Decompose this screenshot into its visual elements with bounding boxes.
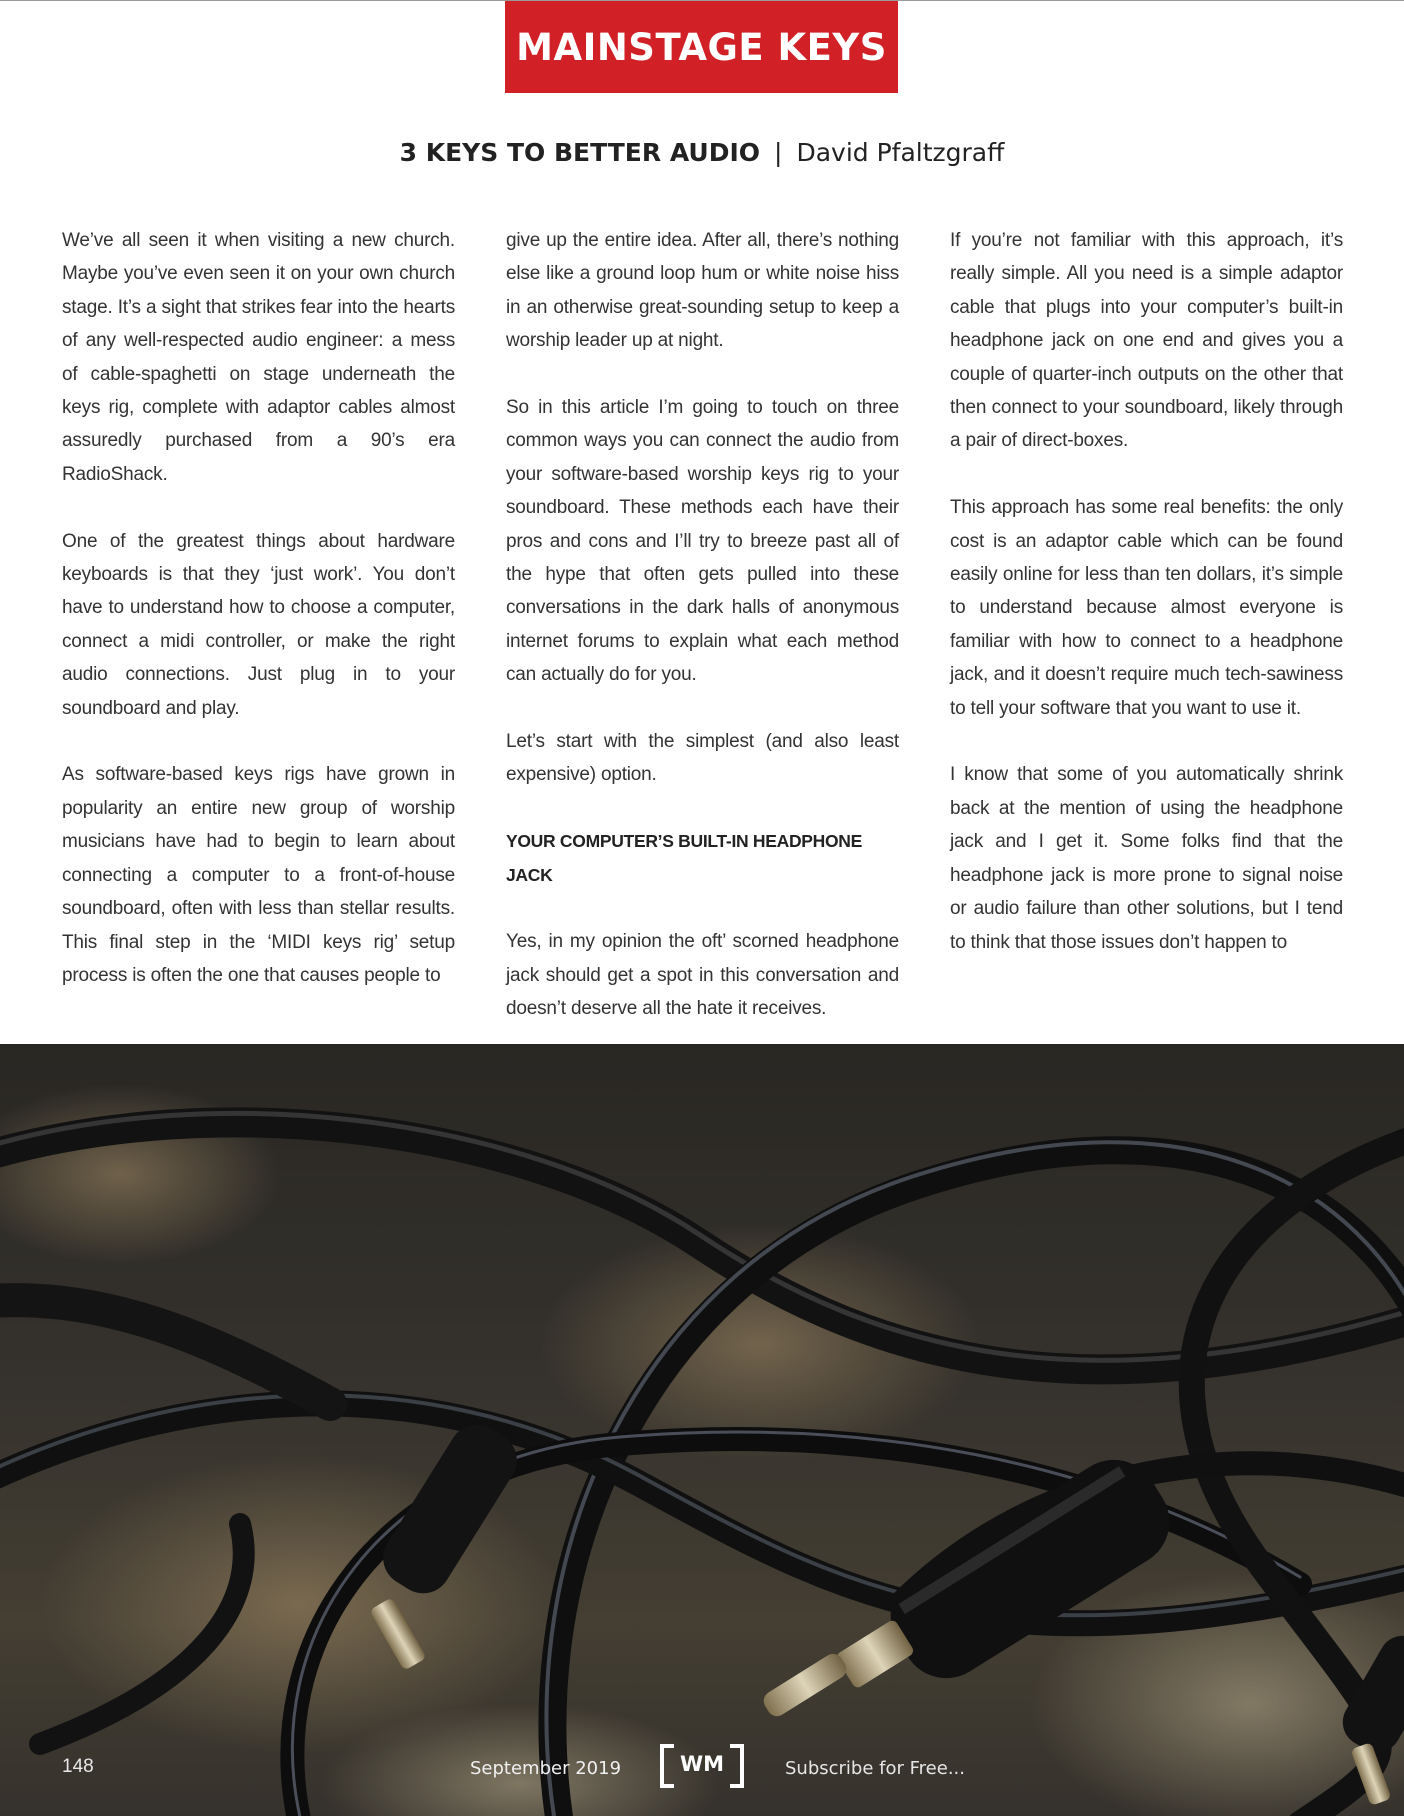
cables-illustration [0, 1044, 1404, 1816]
paragraph: give up the entire idea. After all, there’s nothing else like a ground loop hum or white noise hiss in an otherwise great-sounding setup to keep a worship leader up at night. [506, 230, 899, 352]
article-title: 3 KEYS TO BETTER AUDIO [399, 138, 761, 167]
cables-photo [0, 1044, 1404, 1816]
headline-separator: | [774, 138, 783, 167]
paragraph: Let’s start with the simplest (and also least expensive) option. [506, 731, 899, 786]
article-headline [0, 138, 1404, 167]
paragraph: I know that some of you automatically shrink back at the mention of using the headphone jack and I get it. Some folks find that the headphone jack is more prone to signal noise or audio failure than other solutions, but I tend to think that those issues don’t happen to [950, 764, 1343, 953]
logo-bracket-left [660, 1744, 674, 1788]
wm-logo[interactable] [660, 1744, 744, 1784]
paragraph: If you’re not familiar with this approach, it’s really simple. All you need is a simple adaptor cable that plugs into your computer’s built-in headphone jack on one end and gives you a couple of quarter-inch outputs on the other that then connect to your soundboard, likely through a pair of direct-boxes. [950, 230, 1343, 452]
issue-date: September 2019 [470, 1758, 622, 1779]
paragraph: One of the greatest things about hardware keyboards is that they ‘just work’. You don’t have to understand how to choose a computer, connect a midi controller, or make the right audio connections. Just plug in to your soundboard and play. [62, 530, 455, 719]
paragraph: We’ve all seen it when visiting a new church. Maybe you’ve even seen it on your own church stage. It’s a sight that strikes fear into the hearts of any well-respected audio engineer: a mess of cable-spaghetti on stage underneath the keys rig, complete with adaptor cables almost assuredly purchased from a 90’s era RadioShack. [62, 230, 455, 485]
text-column-2 [506, 224, 899, 1026]
text-column-1 [62, 224, 455, 992]
paragraph: As software-based keys rigs have grown in popularity an entire new group of worship musicians have had to begin to learn about connecting a computer to a front-of-house soundboard, often with less than stellar results. This final step in the ‘MIDI keys rig’ setup process is often the one that causes people to [62, 764, 455, 986]
paragraph: This approach has some real benefits: the only cost is an adaptor cable which can be found easily online for less than ten dollars, it’s simple to understand because almost everyone is familiar with how to connect to a headphone jack, and it doesn’t require much tech-sawiness to tell your software that you want to use it. [950, 497, 1343, 719]
logo-text: WM [679, 1752, 725, 1776]
page-number: 148 [62, 1756, 94, 1777]
text-column-3 [950, 224, 1343, 959]
section-subhead: YOUR COMPUTER’S BUILT-IN HEADPHONE JACK [506, 831, 863, 885]
section-banner: MAINSTAGE KEYS [505, 1, 898, 93]
author-name: David Pfaltzgraff [796, 138, 1005, 167]
paragraph: So in this article I’m going to touch on three common ways you can connect the audio from your software-based worship keys rig to your soundboard. These methods each have their pros and cons and I’ll try to breeze past all of the hype that often gets pulled into these conversations in the dark halls of anonymous internet forums to explain what each method can actually do for you. [506, 397, 899, 686]
paragraph: Yes, in my opinion the oft’ scorned headphone jack should get a spot in this conversation and doesn’t deserve all the hate it receives. [506, 931, 899, 1020]
subscribe-link[interactable]: Subscribe for Free... [785, 1758, 965, 1779]
logo-bracket-right [730, 1744, 744, 1788]
